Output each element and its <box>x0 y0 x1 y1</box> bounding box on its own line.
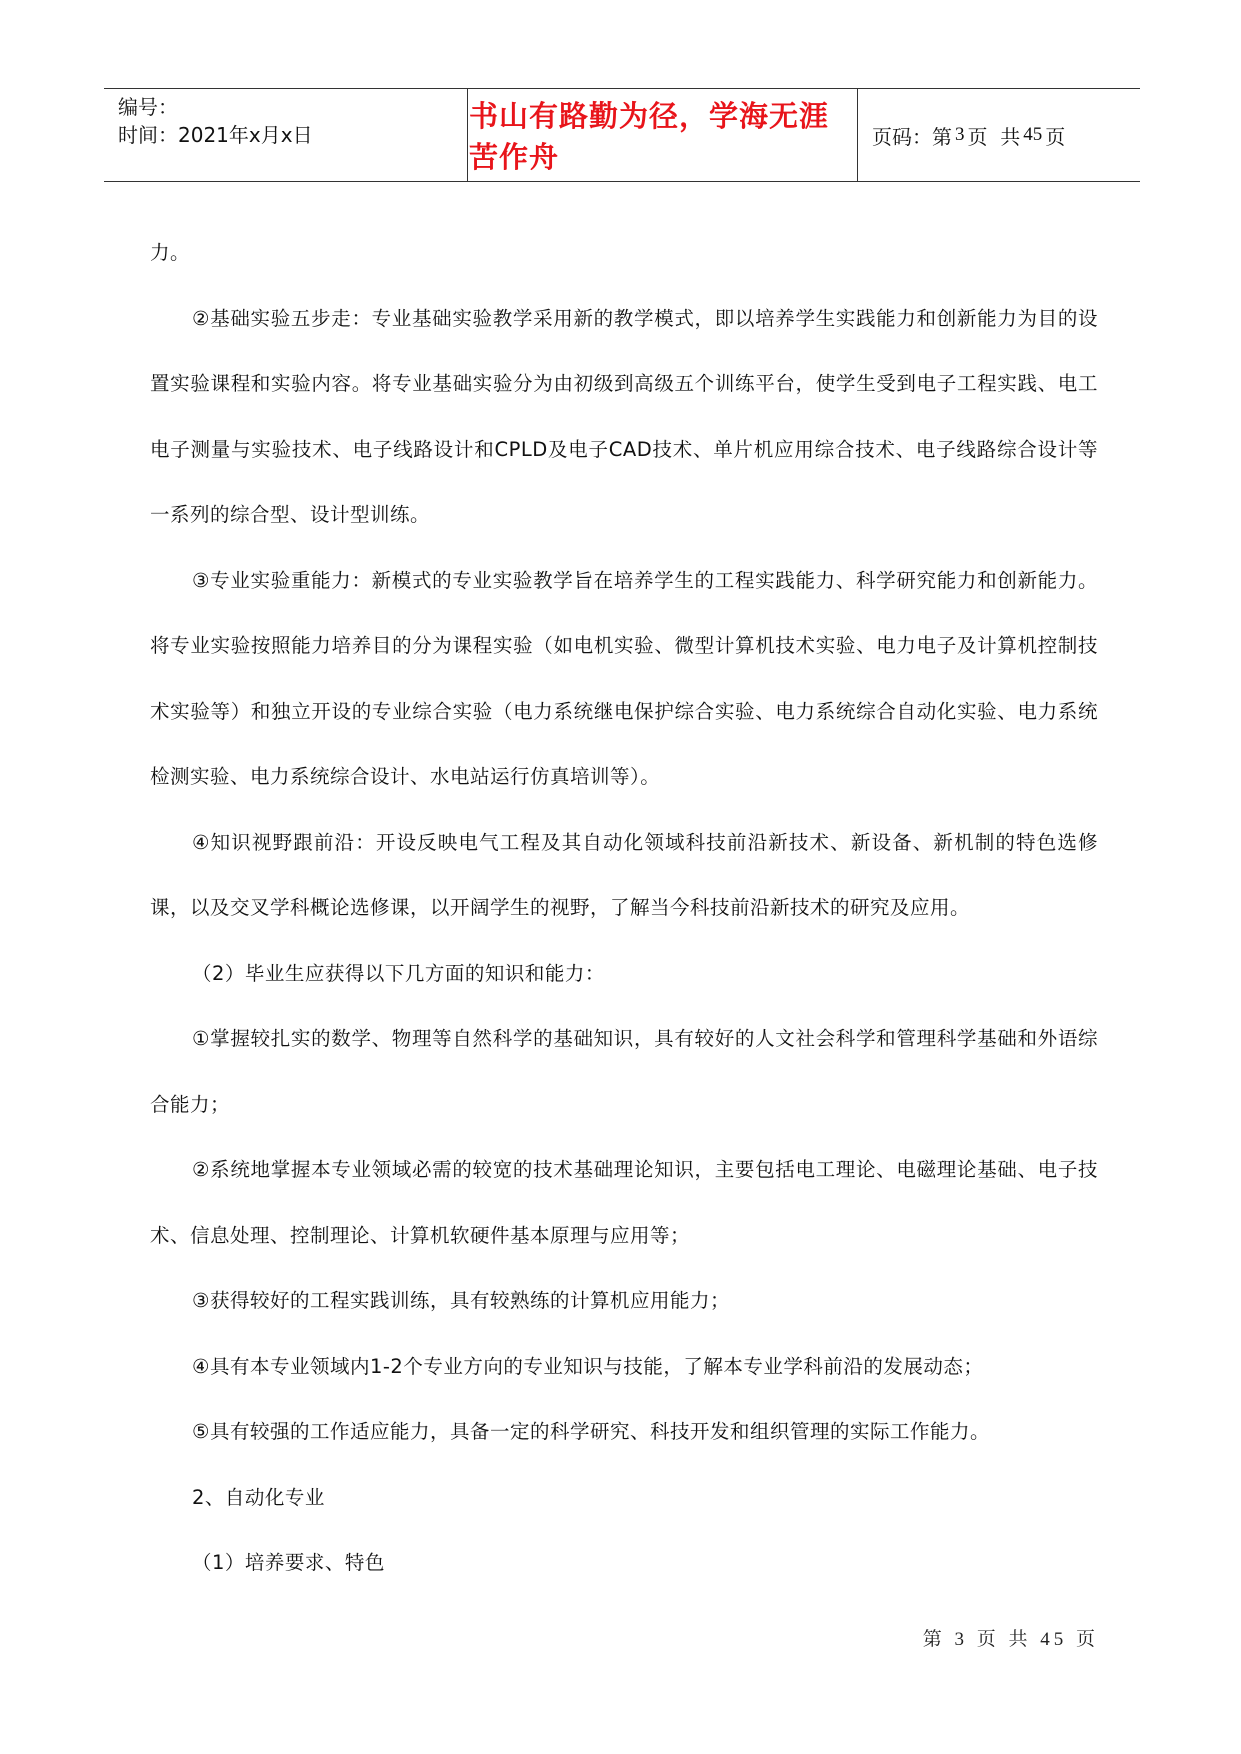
subsection-heading: （1）培养要求、特色 <box>192 1551 385 1574</box>
header-meta <box>118 93 458 149</box>
paragraph: ①掌握较扎实的数学、物理等自然科学的基础知识，具有较好的人文社会科学和管理科学基础和外语综合能力； <box>150 1027 1098 1116</box>
header-divider <box>467 89 468 181</box>
section-heading: 2、自动化专业 <box>192 1485 325 1509</box>
document-number-label: 编号： <box>118 95 178 119</box>
paragraph: （2）毕业生应获得以下几方面的知识和能力： <box>192 961 605 985</box>
paragraph: ④知识视野跟前沿：开设反映电气工程及其自动化领域科技前沿新技术、新设备、新机制的特色选修课，以及交叉学科概论选修课，以开阔学生的视野，了解当今科技前沿新技术的研究及应用。 <box>150 830 1098 919</box>
document-time-label: 时间：2021年x月x日 <box>118 123 313 147</box>
paragraph: ②基础实验五步走：专业基础实验教学采用新的教学模式，即以培养学生实践能力和创新能力为目的设置实验课程和实验内容。将专业基础实验分为由初级到高级五个训练平台，使学生受到电子工程实践、电工电子测量与实验技术、电子线路设计和CPLD及电子CAD技术、单片机应用综合技术、电子线路综合设计等一系列的综合型、设计型训练。 <box>150 306 1098 526</box>
page-mid: 页 共 <box>967 124 1021 149</box>
paragraph: ③专业实验重能力：新模式的专业实验教学旨在培养学生的工程实践能力、科学研究能力和创新能力。将专业实验按照能力培养目的分为课程实验（如电机实验、微型计算机技术实验、电力电子及计算机控制技术实验等）和独立开设的专业综合实验（电力系统继电保护综合实验、电力系统综合自动化实验、电力系统检测实验、电力系统综合设计、水电站运行仿真培训等）。 <box>150 568 1098 788</box>
page-prefix: 页码：第 <box>872 124 952 149</box>
page-footer: 第 3 页 共 45 页 <box>922 1629 1099 1650</box>
page-header <box>104 88 1140 182</box>
page-suffix: 页 <box>1045 124 1066 149</box>
page-current: 3 <box>955 124 965 145</box>
header-divider <box>857 89 858 181</box>
paragraph: 力。 <box>150 241 191 264</box>
document-body <box>150 220 1098 1596</box>
paragraph: ②系统地掌握本专业领域必需的较宽的技术基础理论知识，主要包括电工理论、电磁理论基础、电子技术、信息处理、控制理论、计算机软硬件基本原理与应用等； <box>150 1158 1098 1247</box>
paragraph: ④具有本专业领域内1-2个专业方向的专业知识与技能，了解本专业学科前沿的发展动态； <box>192 1354 984 1378</box>
header-page-info <box>872 89 1065 181</box>
paragraph: ⑤具有较强的工作适应能力，具备一定的科学研究、科技开发和组织管理的实际工作能力。 <box>192 1420 990 1443</box>
header-motto: 书山有路勤为径，学海无涯苦作舟 <box>469 99 830 174</box>
paragraph: ③获得较好的工程实践训练，具有较熟练的计算机应用能力； <box>192 1289 730 1312</box>
page-total: 45 <box>1023 124 1043 145</box>
